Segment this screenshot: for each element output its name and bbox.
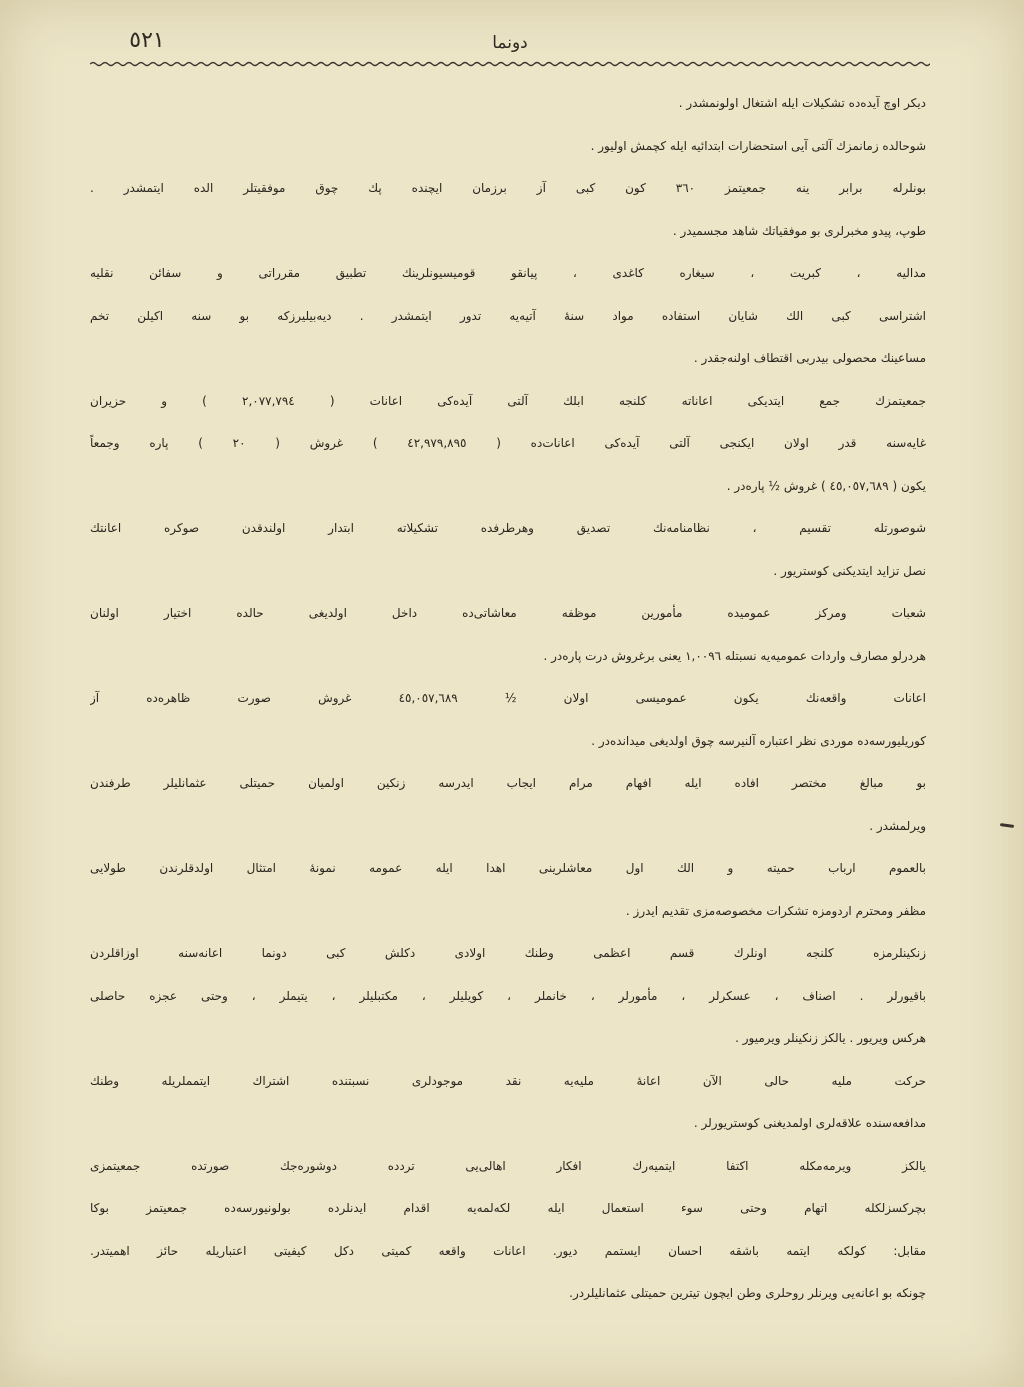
paragraph bbox=[90, 1145, 926, 1315]
text-line: هرکس ویریور . یالکز زنکینلر ویرمیور . bbox=[735, 1031, 926, 1045]
paragraph bbox=[90, 507, 926, 592]
text-line: باقیورلر . اصناف ، عسکرلر ، مأمورلر ، خانملر ، کویلیلر ، مکتبلیلر ، یتیملر ، وحتی عجزه حاصلی bbox=[90, 988, 926, 1003]
paragraph bbox=[90, 380, 926, 508]
running-title: دونما bbox=[492, 33, 528, 53]
text-line: زنکینلرمزه کلنجه اونلرك قسم اعظمی وطنك اولادی دکلش کبی دونما اعانه‌سنه اوزاقلردن bbox=[90, 946, 926, 960]
text-line: اشتراسی کبی الك شایان استفاده مواد سنهٔ آتیه‌یه تدور ایتمشدر . دیه‌بیلیرزکه بو سنه اکیلن تخم bbox=[90, 308, 926, 323]
text-line: دیکر اوچ آیده‌ده تشکیلات ایله اشتغال اولونمشدر . bbox=[678, 96, 926, 110]
text-line: بالعموم ارباب حمیته و الك اول معاشلرینی اهدا ایله عمومه نمونهٔ امتثال اولدقلرندن طولایی bbox=[90, 861, 926, 875]
text-line: بونلرله برابر ینه جمعیتمز ٣٦٠ کون کبی آز برزمان ایچنده پك چوق موفقیتلر الده ایتمشدر . bbox=[90, 181, 926, 195]
text-line: ویرلمشدر . bbox=[869, 818, 926, 833]
text-line: طوپ، پیدو مخبرلری بو موفقیاتك شاهد مجسمیدر . bbox=[672, 223, 926, 238]
paragraph bbox=[90, 677, 926, 762]
text-line: مدافعه‌سنده علاقه‌لری اولمدیغنی کوستریورلر . bbox=[693, 1116, 926, 1130]
paragraph bbox=[90, 1060, 926, 1145]
text-line: غایه‌سنه قدر اولان ایکنجی آلتی آیده‌کی اعانات‌ده ( ٤٢,٩٧٩,٨٩٥ ) غروش ( ٢٠ ) پاره وجمعاً bbox=[90, 436, 926, 450]
text-line: شوصورتله تقسیم ، نظامنامه‌نك تصدیق وهرطرفده تشکیلاته ابتدار اولندقدن صوکره اعانتك bbox=[90, 521, 926, 535]
header-rule bbox=[90, 58, 930, 70]
paragraph bbox=[90, 847, 926, 932]
body-text bbox=[90, 82, 926, 1315]
text-line: کوریلیورسه‌ده موردی نظر اعتباره آلنیرسه چوق اولدیغی میدانده‌در . bbox=[591, 733, 926, 748]
paragraph bbox=[90, 252, 926, 380]
text-line: حرکت ملیه حالی الآن اعانهٔ ملیه‌یه نقد موجودلری نسبتنده اشتراك ایتمملریله وطنك bbox=[90, 1073, 926, 1088]
margin-mark bbox=[1000, 823, 1014, 828]
text-line: هردرلو مصارف واردات عمومیه‌یه نسبتله ١,٠٠٩٦ یعنی برغروش درت پاره‌در . bbox=[543, 648, 926, 663]
paragraph bbox=[90, 167, 926, 252]
text-line: یکون ( ٤٥,٠٥٧,٦٨٩ ) غروش ½ پاره‌در . bbox=[726, 478, 926, 493]
text-line: نصل تزاید ایتدیکنی کوستریور . bbox=[773, 563, 926, 578]
paragraph bbox=[90, 592, 926, 677]
paragraph bbox=[90, 82, 926, 125]
text-line: چونکه بو اعانه‌یی ویرنلر روحلری وطن ایچون تیترین حمیتلی عثمانلیلردر. bbox=[569, 1286, 926, 1300]
page-number: ٥٢١ bbox=[129, 28, 165, 53]
text-line: مظفر ومحترم اردومزه تشکرات مخصوصه‌مزی تقدیم ایدرز . bbox=[625, 903, 926, 918]
text-line: مقابل: کولکه ایتمه باشقه احسان ایستمم دیور. اعانات واقعه کمیتی دکل کیفیتی اعتباریله حائز اهمیتدر. bbox=[90, 1243, 926, 1258]
text-line: بچرکسزلکله اتهام وحتی سوء استعمال ایله لکه‌لمه‌یه اقدام ایدنلرده بولونیورسه‌ده جمعیتمز بوکا bbox=[90, 1201, 926, 1215]
paragraph bbox=[90, 932, 926, 1060]
text-line: شوحالده زمانمزك آلتی آیی استحضارات ابتدائیه ایله کچمش اولیور . bbox=[590, 138, 926, 153]
text-line: شعبات ومرکز عمومیده مأمورین موظفه معاشاتی‌ده داخل اولدیغی حالده اختیار اولنان bbox=[90, 606, 926, 620]
text-line: بو مبالغ مختصر افاده ایله افهام مرام ایجاب ایدرسه زنکین اولمیان حمیتلی عثمانلیلر طرفندن bbox=[90, 776, 926, 790]
text-line: اعانات واقعه‌نك یکون عمومیسی اولان ½ ٤٥,٠٥٧,٦٨٩ غروش صورت ظاهره‌ده آز bbox=[90, 691, 926, 705]
text-line: جمعیتمزك جمع ایتدیکی اعاناته کلنجه ابلك آلتی آیده‌کی اعانات ( ٢,٠٧٧,٧٩٤ ) و حزیران bbox=[90, 393, 926, 408]
text-line: یالکز ویرمه‌مکله اکتفا ایتمیه‌رك افکار اهالی‌یی تردده دوشوره‌جك صورتده جمعیتمزی bbox=[90, 1158, 926, 1173]
paragraph bbox=[90, 762, 926, 847]
text-line: مساعینك محصولی بیدربی اقتطاف اولنه‌جقدر . bbox=[693, 351, 926, 365]
text-line: مدالیه ، کبریت ، سیغاره کاغدی ، پیانقو قومیسیونلرینك تطبیق مقرراتی و سفائن نقلیه bbox=[90, 266, 926, 280]
paragraph bbox=[90, 125, 926, 168]
